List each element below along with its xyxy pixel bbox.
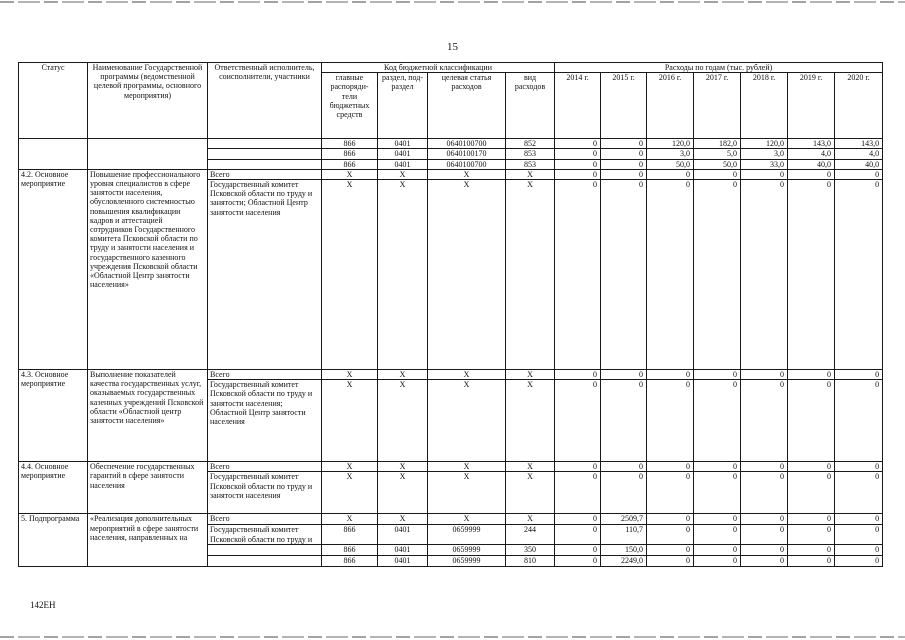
header-budget-code: Код бюджетной классификации <box>322 63 555 73</box>
expense-value-cell: 0 <box>555 180 601 370</box>
header-status: Статус <box>19 63 88 139</box>
scan-edge-top <box>0 1 905 3</box>
header-year: 2019 г. <box>788 73 835 139</box>
table-row <box>19 139 883 149</box>
expense-value-cell: 0 <box>835 544 883 555</box>
expense-value-cell: 0 <box>741 180 788 370</box>
main-manager-cell: Х <box>322 380 378 462</box>
responsible-cell <box>208 544 322 555</box>
section-cell: Х <box>378 169 428 179</box>
expense-value-cell: 5,0 <box>694 149 741 159</box>
main-manager-cell: 866 <box>322 555 378 566</box>
expense-value-cell: 0 <box>835 462 883 472</box>
section-cell: Х <box>378 380 428 462</box>
expense-value-cell: 0 <box>741 370 788 380</box>
table-row <box>19 169 883 179</box>
expense-value-cell: 0 <box>835 380 883 462</box>
expense-value-cell: 0 <box>555 139 601 149</box>
target-item-cell: 0659999 <box>428 525 506 544</box>
expense-value-cell: 0 <box>555 555 601 566</box>
header-year: 2014 г. <box>555 73 601 139</box>
section-cell: Х <box>378 462 428 472</box>
expense-value-cell: 0 <box>835 555 883 566</box>
expense-value-cell: 4,0 <box>835 149 883 159</box>
expense-value-cell: 0 <box>694 472 741 514</box>
main-manager-cell: 866 <box>322 149 378 159</box>
expense-value-cell: 0 <box>555 525 601 544</box>
main-manager-cell: 866 <box>322 544 378 555</box>
target-item-cell: 0640100170 <box>428 149 506 159</box>
expense-type-cell: Х <box>506 514 555 525</box>
expense-value-cell: 0 <box>601 180 647 370</box>
expense-value-cell: 0 <box>835 180 883 370</box>
expense-type-cell: 853 <box>506 149 555 159</box>
expense-value-cell: 40,0 <box>788 159 835 169</box>
main-manager-cell: Х <box>322 180 378 370</box>
expense-value-cell: 0 <box>601 149 647 159</box>
expense-value-cell: 120,0 <box>647 139 694 149</box>
expense-value-cell: 110,7 <box>601 525 647 544</box>
responsible-cell <box>208 555 322 566</box>
expense-value-cell: 0 <box>835 514 883 525</box>
expense-type-cell: Х <box>506 472 555 514</box>
expense-value-cell: 0 <box>741 525 788 544</box>
responsible-cell: Всего <box>208 514 322 525</box>
expense-value-cell: 0 <box>788 169 835 179</box>
header-responsible: Ответственный исполнитель, соисполнители, участники <box>208 63 322 139</box>
header-expense-type: вид расходов <box>506 73 555 139</box>
expense-value-cell: 0 <box>647 525 694 544</box>
expense-value-cell: 0 <box>835 169 883 179</box>
expense-type-cell: Х <box>506 462 555 472</box>
budget-table <box>18 62 883 567</box>
scan-edge-bottom <box>0 636 905 638</box>
expense-value-cell: 0 <box>647 180 694 370</box>
expense-type-cell: Х <box>506 180 555 370</box>
expense-value-cell: 0 <box>694 544 741 555</box>
target-item-cell: 0659999 <box>428 544 506 555</box>
main-manager-cell: Х <box>322 472 378 514</box>
expense-value-cell: 0 <box>741 555 788 566</box>
expense-type-cell: 853 <box>506 159 555 169</box>
target-item-cell: Х <box>428 370 506 380</box>
main-manager-cell: 866 <box>322 525 378 544</box>
header-main-manager: главные распоряди-тели бюджетных средств <box>322 73 378 139</box>
header-section: раздел, под-раздел <box>378 73 428 139</box>
expense-value-cell: 0 <box>788 555 835 566</box>
expense-value-cell: 3,0 <box>741 149 788 159</box>
section-cell: 0401 <box>378 139 428 149</box>
target-item-cell: Х <box>428 472 506 514</box>
expense-value-cell: 0 <box>694 555 741 566</box>
expense-value-cell: 143,0 <box>835 139 883 149</box>
program-name-cell: Повышение профессионального уровня специалистов в сфере занятости населения, обусловленного системностью повышения квалификации кадров и аттестацией сотрудников Государственного комитета Псковской области по труду и занятости населения и государственного казенного учреждения Псковской области «Областной Центр занятости населения» <box>88 169 208 369</box>
expense-value-cell: 0 <box>835 525 883 544</box>
status-cell: 4.2. Основное мероприятие <box>19 169 88 369</box>
status-cell: 4.3. Основное мероприятие <box>19 370 88 462</box>
responsible-cell: Государственный комитет Псковской области по труду и занятости населения; Областной Центр занятости населения <box>208 380 322 462</box>
expense-value-cell: 0 <box>555 370 601 380</box>
expense-value-cell: 0 <box>788 525 835 544</box>
expense-value-cell: 0 <box>694 169 741 179</box>
section-cell: 0401 <box>378 525 428 544</box>
expense-value-cell: 0 <box>788 544 835 555</box>
main-manager-cell: Х <box>322 370 378 380</box>
expense-value-cell: 0 <box>555 169 601 179</box>
program-name-cell: Обеспечение государственных гарантий в сфере занятости населения <box>88 462 208 514</box>
target-item-cell: Х <box>428 169 506 179</box>
section-cell: 0401 <box>378 149 428 159</box>
target-item-cell: 0640100700 <box>428 139 506 149</box>
target-item-cell: Х <box>428 514 506 525</box>
status-cell: 4.4. Основное мероприятие <box>19 462 88 514</box>
target-item-cell: 0640100700 <box>428 159 506 169</box>
section-cell: 0401 <box>378 159 428 169</box>
expense-value-cell: 0 <box>647 514 694 525</box>
responsible-cell: Всего <box>208 462 322 472</box>
main-manager-cell: 866 <box>322 159 378 169</box>
expense-value-cell: 0 <box>555 380 601 462</box>
expense-value-cell: 0 <box>601 169 647 179</box>
expense-value-cell: 0 <box>741 472 788 514</box>
expense-value-cell: 143,0 <box>788 139 835 149</box>
section-cell: 0401 <box>378 544 428 555</box>
header-program-name: Наименование Государственной программы (ведомственной целевой программы, основного мероприятия) <box>88 63 208 139</box>
header-target-item: целевая статья расходов <box>428 73 506 139</box>
expense-value-cell: 0 <box>555 472 601 514</box>
section-cell: Х <box>378 514 428 525</box>
expense-value-cell: 0 <box>601 370 647 380</box>
expense-type-cell: Х <box>506 370 555 380</box>
table-body <box>19 139 883 567</box>
expense-type-cell: 810 <box>506 555 555 566</box>
responsible-cell: Государственный комитет Псковской области по труду и занятости; Областной Центр занятости населения <box>208 180 322 370</box>
expense-value-cell: 0 <box>694 370 741 380</box>
expense-value-cell: 0 <box>647 555 694 566</box>
program-name-cell: «Реализация дополнительных мероприятий в сфере занятости населения, направленных на <box>88 514 208 566</box>
expense-value-cell: 0 <box>694 380 741 462</box>
expense-value-cell: 0 <box>601 380 647 462</box>
responsible-cell <box>208 159 322 169</box>
responsible-cell <box>208 139 322 149</box>
expense-value-cell: 0 <box>601 472 647 514</box>
main-manager-cell: Х <box>322 169 378 179</box>
responsible-cell: Всего <box>208 169 322 179</box>
expense-value-cell: 0 <box>788 370 835 380</box>
expense-value-cell: 0 <box>788 472 835 514</box>
expense-value-cell: 0 <box>601 139 647 149</box>
expense-value-cell: 0 <box>788 514 835 525</box>
header-year: 2017 г. <box>694 73 741 139</box>
expense-value-cell: 50,0 <box>694 159 741 169</box>
expense-value-cell: 0 <box>694 525 741 544</box>
expense-value-cell: 0 <box>555 149 601 159</box>
header-expenses: Расходы по годам (тыс. рублей) <box>555 63 883 73</box>
expense-value-cell: 0 <box>647 169 694 179</box>
expense-value-cell: 182,0 <box>694 139 741 149</box>
table-row <box>19 370 883 380</box>
responsible-cell: Всего <box>208 370 322 380</box>
responsible-cell <box>208 149 322 159</box>
expense-value-cell: 0 <box>741 380 788 462</box>
expense-value-cell: 0 <box>601 462 647 472</box>
expense-value-cell: 0 <box>694 514 741 525</box>
main-manager-cell: Х <box>322 514 378 525</box>
expense-value-cell: 150,0 <box>601 544 647 555</box>
expense-value-cell: 0 <box>555 159 601 169</box>
expense-value-cell: 120,0 <box>741 139 788 149</box>
expense-value-cell: 0 <box>555 544 601 555</box>
program-name-cell <box>88 139 208 170</box>
expense-value-cell: 0 <box>647 544 694 555</box>
target-item-cell: Х <box>428 380 506 462</box>
header-year: 2016 г. <box>647 73 694 139</box>
main-manager-cell: Х <box>322 462 378 472</box>
status-cell <box>19 139 88 170</box>
section-cell: Х <box>378 370 428 380</box>
main-manager-cell: 866 <box>322 139 378 149</box>
expense-value-cell: 0 <box>788 180 835 370</box>
expense-value-cell: 4,0 <box>788 149 835 159</box>
expense-value-cell: 0 <box>601 159 647 169</box>
expense-type-cell: 350 <box>506 544 555 555</box>
expense-value-cell: 0 <box>694 462 741 472</box>
expense-value-cell: 0 <box>555 514 601 525</box>
expense-value-cell: 0 <box>555 462 601 472</box>
expense-value-cell: 50,0 <box>647 159 694 169</box>
responsible-cell: Государственный комитет Псковской области по труду и занятости населения <box>208 472 322 514</box>
header-year: 2015 г. <box>601 73 647 139</box>
expense-value-cell: 0 <box>647 380 694 462</box>
table-header <box>19 63 883 139</box>
table-row <box>19 514 883 525</box>
expense-value-cell: 0 <box>835 370 883 380</box>
program-name-cell: Выполнение показателей качества государственных услуг, оказываемых государственных казенных учреждений Псковской области «Областной центр занятости населения» <box>88 370 208 462</box>
expense-value-cell: 0 <box>647 370 694 380</box>
expense-value-cell: 0 <box>835 472 883 514</box>
expense-value-cell: 0 <box>741 514 788 525</box>
expense-value-cell: 2509,7 <box>601 514 647 525</box>
expense-value-cell: 2249,0 <box>601 555 647 566</box>
expense-value-cell: 40,0 <box>835 159 883 169</box>
expense-value-cell: 33,0 <box>741 159 788 169</box>
expense-type-cell: 852 <box>506 139 555 149</box>
header-year: 2020 г. <box>835 73 883 139</box>
expense-value-cell: 0 <box>788 380 835 462</box>
expense-type-cell: 244 <box>506 525 555 544</box>
expense-value-cell: 3,0 <box>647 149 694 159</box>
section-cell: Х <box>378 472 428 514</box>
expense-value-cell: 0 <box>741 544 788 555</box>
status-cell: 5. Подпрограмма <box>19 514 88 566</box>
expense-value-cell: 0 <box>788 462 835 472</box>
expense-value-cell: 0 <box>694 180 741 370</box>
target-item-cell: Х <box>428 462 506 472</box>
footer-code: 142ЕН <box>30 600 56 610</box>
expense-value-cell: 0 <box>647 462 694 472</box>
section-cell: 0401 <box>378 555 428 566</box>
section-cell: Х <box>378 180 428 370</box>
expense-value-cell: 0 <box>741 169 788 179</box>
expense-type-cell: Х <box>506 169 555 179</box>
target-item-cell: 0659999 <box>428 555 506 566</box>
expense-value-cell: 0 <box>741 462 788 472</box>
header-year: 2018 г. <box>741 73 788 139</box>
responsible-cell: Государственный комитет Псковской области по труду и <box>208 525 322 544</box>
page-number: 15 <box>447 41 458 53</box>
expense-value-cell: 0 <box>647 472 694 514</box>
table-row <box>19 462 883 472</box>
target-item-cell: Х <box>428 180 506 370</box>
expense-type-cell: Х <box>506 380 555 462</box>
